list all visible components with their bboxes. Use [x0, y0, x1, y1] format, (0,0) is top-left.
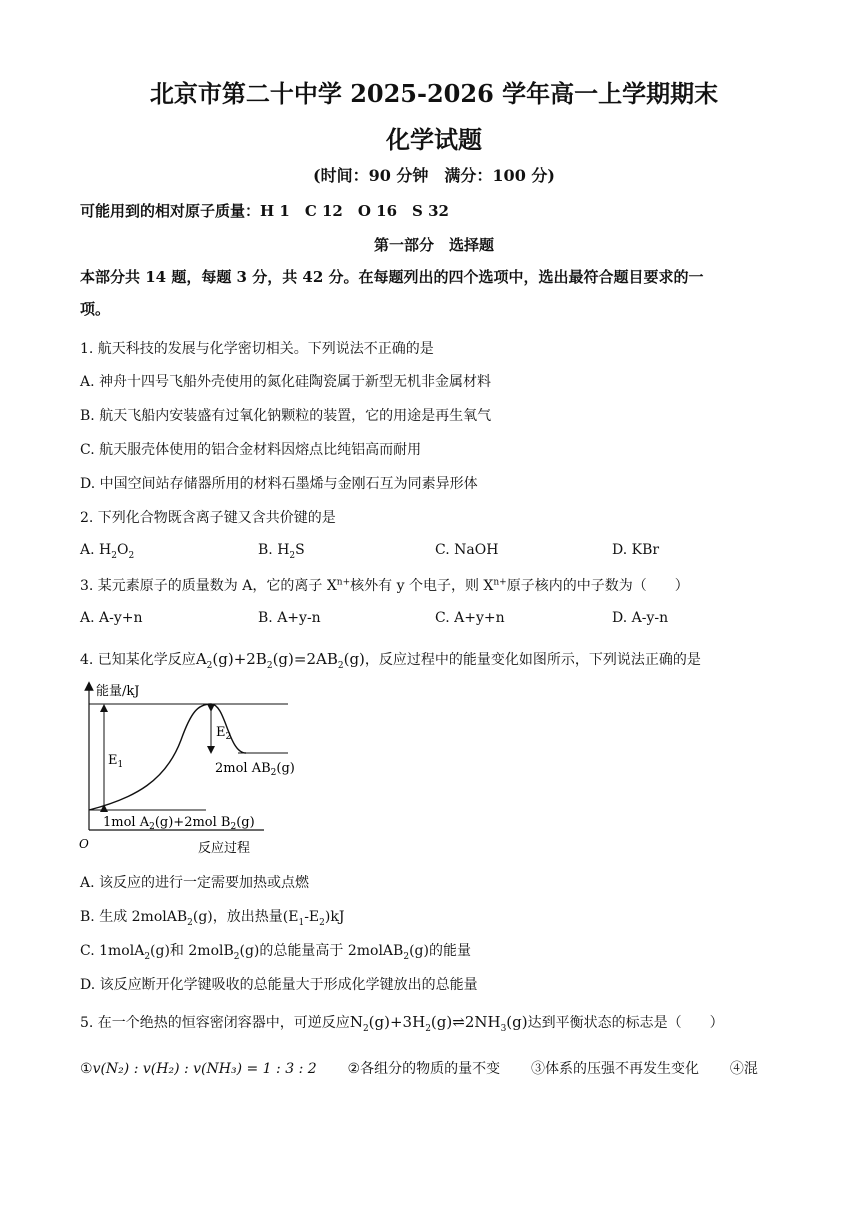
- q4-stem: 4. 已知某化学反应$A_2(g)+2B_2(g)=2AB_2(g)$，反应过程中的能量变化如图所示，下列说法正确的是: [80, 650, 701, 671]
- q3-option-b: B. A+y-n: [258, 610, 321, 626]
- q2-option-b: B. $H_2S$: [258, 542, 305, 561]
- q4-option-b: B. 生成 2molAB$_2$(g)，放出热量$(E_1-E_2)kJ$: [80, 909, 345, 928]
- q2-option-a: A. $H_2O_2$: [80, 542, 135, 561]
- time-info: (时间：90 分钟 满分：100 分): [313, 166, 555, 185]
- q3-option-d: D. A-y-n: [612, 610, 669, 626]
- section-title: 第一部分 选择题: [373, 236, 494, 254]
- q5-stem: 5. 在一个绝热的恒容密闭容器中，可逆反应$N_2(g)+3H_2(g)\rightleftharpoons 2NH_3(g)$达到平衡状态的标志是（ ）: [80, 1013, 724, 1034]
- q1-stem: 1. 航天科技的发展与化学密切相关。下列说法不正确的是: [80, 341, 434, 357]
- q5-items: [80, 1058, 758, 1078]
- q4-option-a: A. 该反应的进行一定需要加热或点燃: [80, 875, 310, 891]
- q4-equation: $A_2(g)+2B_2(g)=2AB_2(g)$: [195, 650, 365, 671]
- q5-item1: ①v(N₂) : v(H₂) : v(NH₃) = 1 : 3 : 2: [80, 1061, 317, 1077]
- section-intro-line2: 项。: [80, 300, 111, 318]
- q1-option-a: A. 神舟十四号飞船外壳使用的氮化硅陶瓷属于新型无机非金属材料: [80, 374, 492, 390]
- q2-stem: 2. 下列化合物既含离子键又含共价键的是: [80, 510, 336, 526]
- y-axis-label: 能量/kJ: [96, 684, 140, 699]
- x-axis-label: 反应过程: [198, 841, 251, 856]
- section-intro-line1: 本部分共 14 题，每题 3 分，共 42 分。在每题列出的四个选项中，选出最符合题目要求的一: [80, 268, 704, 286]
- q5-item3: ③体系的压强不再发生变化: [531, 1061, 700, 1077]
- q3-stem: 3. 某元素原子的质量数为 A，它的离子 $X^{n+}$核外有 y 个电子，则 $X^{n+}$原子核内的中子数为（ ）: [80, 577, 689, 594]
- exam-title: 北京市第二十中学 2025-2026 学年高一上学期期末: [149, 79, 719, 108]
- q5-equation: $N_2(g)+3H_2(g)\rightleftharpoons 2NH_3(g)$: [349, 1013, 528, 1034]
- q2-option-c: C. NaOH: [435, 542, 499, 558]
- e2-label: $E_2$: [216, 725, 232, 742]
- origin-label: O: [79, 837, 89, 851]
- q3-option-c: C. A+y+n: [435, 610, 505, 626]
- q4-option-d: D. 该反应断开化学键吸收的总能量大于形成化学键放出的总能量: [80, 977, 478, 993]
- q1-option-c: C. 航天服壳体使用的铝合金材料因熔点比纯铝高而耐用: [80, 442, 422, 458]
- q2-option-d: D. KBr: [612, 542, 660, 558]
- e1-label: $E_1$: [108, 753, 124, 770]
- q3-option-a: A. A-y+n: [80, 610, 143, 626]
- q5-item2: ②各组分的物质的量不变: [347, 1061, 501, 1077]
- reactant-label: 1mol $A_2(g)+2mol$ $B_2(g)$: [103, 815, 255, 832]
- q1-option-d: D. 中国空间站存储器所用的材料石墨烯与金刚石互为同素异形体: [80, 476, 478, 492]
- product-label: 2mol $AB_2(g)$: [215, 761, 295, 778]
- energy-diagram: [76, 680, 306, 860]
- exam-subtitle: 化学试题: [386, 125, 482, 154]
- q5-item4: ④混: [729, 1061, 758, 1077]
- q1-option-b: B. 航天飞船内安装盛有过氧化钠颗粒的装置，它的用途是再生氧气: [80, 408, 492, 424]
- atomic-masses: 可能用到的相对原子质量：H 1 C 12 O 16 S 32: [80, 202, 449, 220]
- q4-option-c: C. 1molA$_2$(g)和 2molB$_2$(g)的总能量高于 2molAB$_2$(g)的能量: [80, 943, 471, 962]
